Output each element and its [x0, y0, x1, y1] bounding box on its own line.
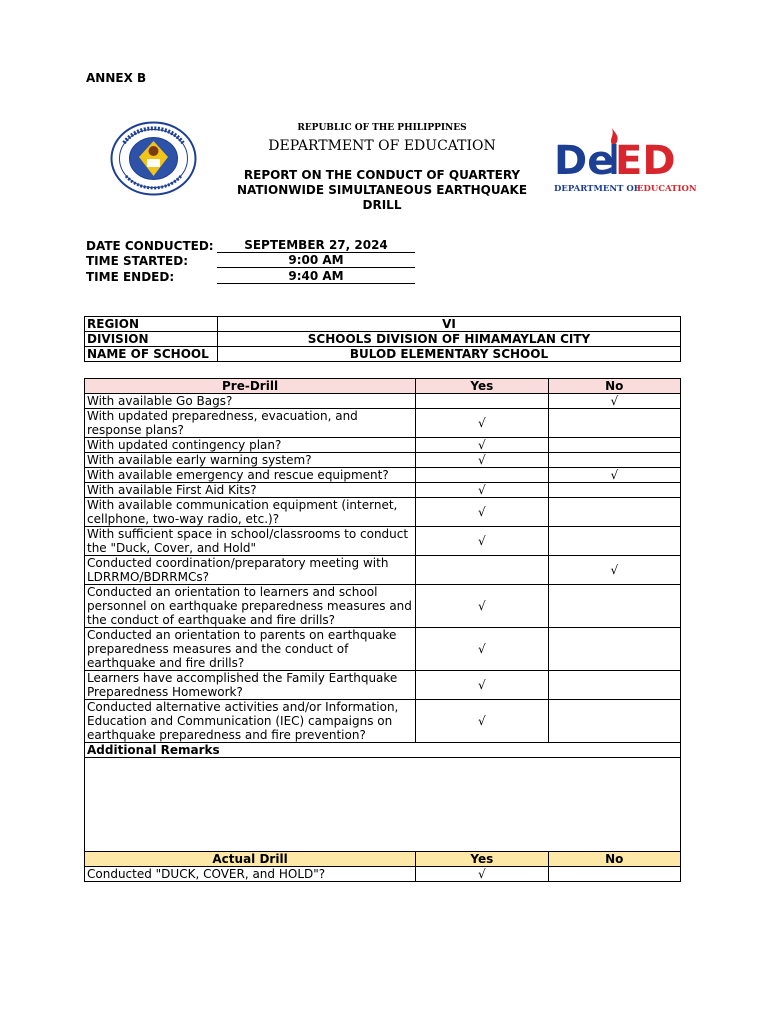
- end-value: 9:40 AM: [217, 269, 415, 284]
- checklist-question: Conducted an orientation to learners and school personnel on earthquake preparedness measures and the conduct of earthquake and fire drills?: [85, 585, 416, 628]
- school-value: BULOD ELEMENTARY SCHOOL: [218, 347, 681, 362]
- svg-text:ED: ED: [615, 138, 676, 184]
- remarks-body-row: [85, 758, 681, 852]
- no-cell[interactable]: [548, 438, 680, 453]
- yes-cell[interactable]: √: [416, 867, 548, 882]
- end-row: [86, 268, 415, 284]
- deped-logo-icon: [553, 124, 697, 196]
- yes-header: Yes: [416, 379, 548, 394]
- checklist-question: With available early warning system?: [85, 453, 416, 468]
- division-value: SCHOOLS DIVISION OF HIMAMAYLAN CITY: [218, 332, 681, 347]
- no-cell[interactable]: [548, 628, 680, 671]
- deped-seal-icon: [110, 121, 197, 196]
- checklist-row: [85, 498, 681, 527]
- pre-drill-header-row: [85, 379, 681, 394]
- checklist-row: [85, 867, 681, 882]
- yes-cell[interactable]: √: [416, 409, 548, 438]
- start-value: 9:00 AM: [217, 253, 415, 268]
- checklist-row: [85, 527, 681, 556]
- checklist-question: With updated contingency plan?: [85, 438, 416, 453]
- checklist-row: [85, 671, 681, 700]
- division-label: DIVISION: [85, 332, 218, 347]
- checklist-row: [85, 453, 681, 468]
- checklist-question: With available communication equipment (internet, cellphone, two-way radio, etc.)?: [85, 498, 416, 527]
- checklist-row: [85, 468, 681, 483]
- svg-text:EDUCATION: EDUCATION: [637, 184, 697, 194]
- no-cell[interactable]: [548, 527, 680, 556]
- checklist-question: Conducted alternative activities and/or Information, Education and Communication (IEC) campaigns on earthquake preparedness and fire prevention?: [85, 700, 416, 743]
- remarks-field[interactable]: [85, 758, 681, 852]
- republic-heading: REPUBLIC OF THE PHILIPPINES: [297, 123, 467, 133]
- division-row: [85, 332, 681, 347]
- region-value: VI: [218, 317, 681, 332]
- no-cell[interactable]: [548, 409, 680, 438]
- yes-cell[interactable]: √: [416, 700, 548, 743]
- school-row: [85, 347, 681, 362]
- checklist-question: Conducted "DUCK, COVER, and HOLD"?: [85, 867, 416, 882]
- yes-cell[interactable]: [416, 468, 548, 483]
- end-label: TIME ENDED:: [86, 269, 175, 284]
- svg-text:De: De: [554, 138, 615, 184]
- checklist-row: [85, 409, 681, 438]
- start-row: [86, 253, 415, 269]
- start-label: TIME STARTED:: [86, 254, 188, 268]
- yes-cell[interactable]: √: [416, 671, 548, 700]
- no-cell[interactable]: [548, 671, 680, 700]
- no-cell[interactable]: [548, 585, 680, 628]
- checklist-question: Conducted an orientation to parents on earthquake preparedness measures and the conduct of earthquake and fire drills?: [85, 628, 416, 671]
- school-label: NAME OF SCHOOL: [85, 347, 218, 362]
- checklist-question: With available First Aid Kits?: [85, 483, 416, 498]
- yes-cell[interactable]: [416, 394, 548, 409]
- svg-text:DEPARTMENT OF: DEPARTMENT OF: [554, 184, 640, 194]
- department-heading: DEPARTMENT OF EDUCATION: [268, 138, 496, 154]
- no-cell[interactable]: [548, 498, 680, 527]
- checklist-question: With available Go Bags?: [85, 394, 416, 409]
- yes-cell[interactable]: [416, 556, 548, 585]
- no-cell[interactable]: [548, 483, 680, 498]
- no-cell[interactable]: √: [548, 394, 680, 409]
- school-info-table: [84, 316, 681, 362]
- yes-cell[interactable]: √: [416, 438, 548, 453]
- checklist-row: [85, 585, 681, 628]
- checklist-row: [85, 483, 681, 498]
- checklist-question: With updated preparedness, evacuation, and response plans?: [85, 409, 416, 438]
- actual-drill-header-row: [85, 852, 681, 867]
- date-label: DATE CONDUCTED:: [86, 238, 214, 253]
- annex-label: ANNEX B: [86, 71, 147, 85]
- no-cell[interactable]: √: [548, 468, 680, 483]
- actual-yes-header: Yes: [416, 852, 548, 867]
- checklist-question: Conducted coordination/preparatory meeting with LDRRMO/BDRRMCs?: [85, 556, 416, 585]
- yes-cell[interactable]: √: [416, 498, 548, 527]
- pre-drill-header: Pre-Drill: [85, 379, 416, 394]
- checklist-question: With sufficient space in school/classrooms to conduct the "Duck, Cover, and Hold": [85, 527, 416, 556]
- date-value: SEPTEMBER 27, 2024: [217, 238, 415, 253]
- drill-meta: [86, 237, 415, 284]
- no-cell[interactable]: [548, 700, 680, 743]
- yes-cell[interactable]: √: [416, 483, 548, 498]
- date-row: [86, 237, 415, 253]
- checklist-row: [85, 628, 681, 671]
- report-title: REPORT ON THE CONDUCT OF QUARTERY NATIONWIDE SIMULTANEOUS EARTHQUAKE DRILL: [236, 168, 528, 212]
- yes-cell[interactable]: √: [416, 585, 548, 628]
- yes-cell[interactable]: √: [416, 628, 548, 671]
- no-cell[interactable]: √: [548, 556, 680, 585]
- actual-drill-header: Actual Drill: [85, 852, 416, 867]
- remarks-header-row: [85, 743, 681, 758]
- checklist-row: [85, 700, 681, 743]
- yes-cell[interactable]: √: [416, 453, 548, 468]
- checklist-question: With available emergency and rescue equipment?: [85, 468, 416, 483]
- region-label: REGION: [85, 317, 218, 332]
- drill-checklist-table: [84, 378, 681, 882]
- checklist-row: [85, 394, 681, 409]
- checklist-row: [85, 438, 681, 453]
- no-header: No: [548, 379, 680, 394]
- region-row: [85, 317, 681, 332]
- no-cell[interactable]: [548, 867, 680, 882]
- no-cell[interactable]: [548, 453, 680, 468]
- checklist-question: Learners have accomplished the Family Earthquake Preparedness Homework?: [85, 671, 416, 700]
- yes-cell[interactable]: √: [416, 527, 548, 556]
- checklist-row: [85, 556, 681, 585]
- remarks-label: Additional Remarks: [85, 743, 681, 758]
- actual-no-header: No: [548, 852, 680, 867]
